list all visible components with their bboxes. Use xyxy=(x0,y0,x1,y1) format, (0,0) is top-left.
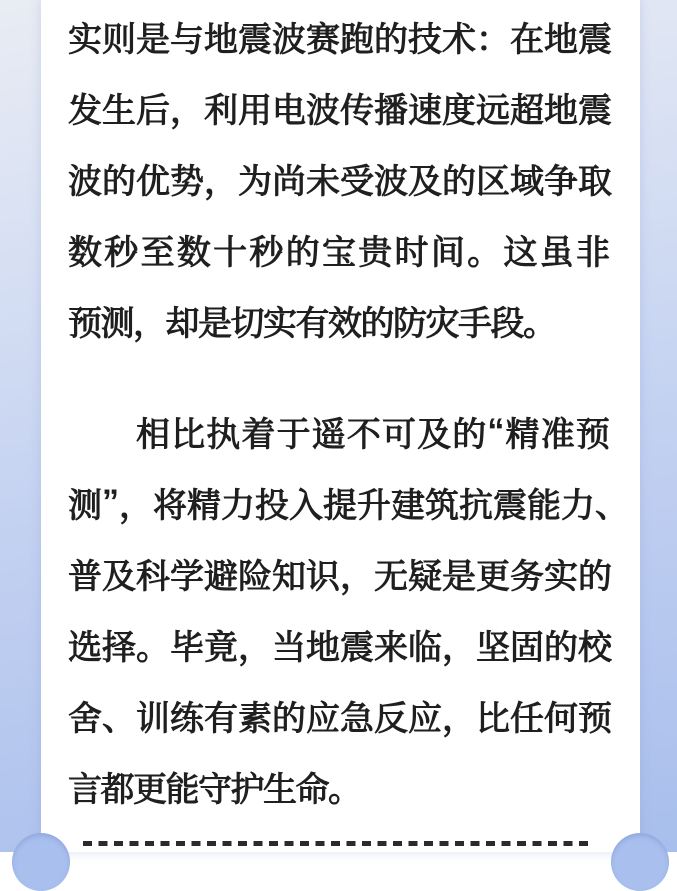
text-line: 实 则 是 与 地 震 波 赛 跑 的 技 术 ： 在 地 震 xyxy=(68,21,612,59)
text-line: 波 的 优 势 ， 为 尚 未 受 波 及 的 区 域 争 取 xyxy=(68,163,612,201)
text-line: 测 ” ， 将 精 力 投 入 提 升 建 筑 抗 震 能 力 、 xyxy=(68,483,629,525)
text-line: 预 测 ， 却 是 切 实 有 效 的 防 灾 手 段 。 xyxy=(68,305,557,343)
article-card xyxy=(41,0,640,852)
dashed-tear-line xyxy=(83,841,592,846)
ticket-notch-left xyxy=(12,833,70,891)
article-body xyxy=(68,0,629,846)
text-line: 言 都 更 能 守 护 生 命 。 xyxy=(68,771,362,809)
ticket-notch-right xyxy=(611,833,669,891)
paragraph-2 xyxy=(68,396,629,822)
text-line: 选 择 。 毕 竟 ， 当 地 震 来 临 ， 坚 固 的 校 xyxy=(68,629,612,667)
text-line: 普 及 科 学 避 险 知 识 ， 无 疑 是 更 务 实 的 xyxy=(68,558,612,596)
text-line: 数 秒 至 数 十 秒 的 宝 贵 时 间 。 这 虽 非 xyxy=(68,234,610,272)
text-line: 发 生 后 ， 利 用 电 波 传 播 速 度 远 超 地 震 xyxy=(68,92,612,130)
text-line: 舍 、 训 练 有 素 的 应 急 反 应 ， 比 任 何 预 xyxy=(68,700,612,738)
paragraph-1 xyxy=(68,1,610,356)
text-line: 相 比 执 着 于 遥 不 可 及 的 “ 精 准 预 xyxy=(136,412,610,454)
